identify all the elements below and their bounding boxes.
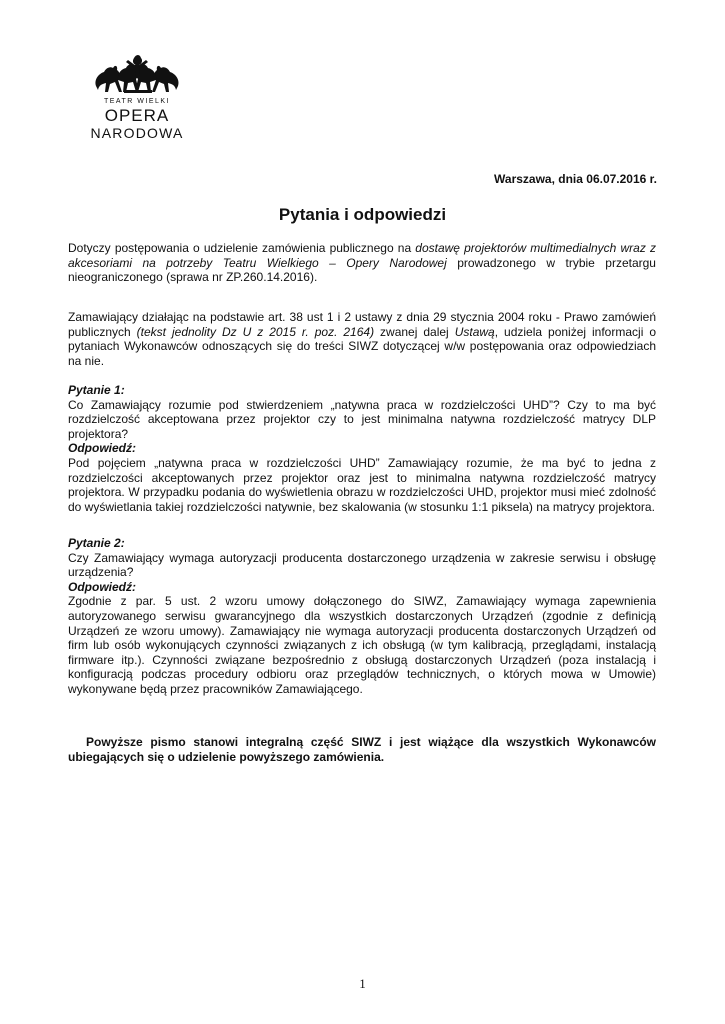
question-1-text: Co Zamawiający rozumie pod stwierdzeniem „natywna praca w rozdzielczości UHD”? Czy to ma być rozdzielczość akceptowana przez projektor czy to jest minimalna natywna rozdzielczość matrycy DLP projektora?	[68, 397, 656, 441]
opera-logo	[84, 52, 190, 144]
question-2-text: Czy Zamawiający wymaga autoryzacji producenta dostarczonego urządzenia w zakresie serwisu i obsługę urządzenia?	[68, 550, 656, 580]
legal-text-3: , udziela poniżej informacji o pytaniach Wykonawców odnoszących się do treści SIWZ dotyczącej w/w postępowania oraz odpowiedziach na nie.	[68, 324, 656, 368]
logo-text-teatr-wielki: TEATR WIELKI	[103, 98, 171, 105]
closing-text: Powyższe pismo stanowi integralną część SIWZ i jest wiążące dla wszystkich Wykonawców ubiegających się o udzielenie powyższego zamówienia.	[68, 735, 656, 764]
legal-text: Zamawiający działając na podstawie art. 38 ust 1 i 2 ustawy z dnia 29 stycznia 2004 roku - Prawo zamówień publicznych	[68, 310, 656, 339]
logo-text-opera: OPERA	[104, 106, 170, 125]
question-2-label: Pytanie 2:	[68, 536, 125, 550]
legal-text-2: zwanej dalej	[374, 324, 455, 339]
question-1-label: Pytanie 1:	[68, 383, 125, 397]
intro-subject: dostawę projektorów multimedialnych wraz z akcesoriami na potrzeby Teatru Wielkiego – Opery Narodowej	[68, 241, 656, 270]
document-date: Warszawa, dnia 06.07.2016 r.	[494, 172, 657, 186]
question-2-section	[68, 536, 656, 697]
legal-citation: (tekst jednolity Dz U z 2015 r. poz. 2164)	[136, 324, 375, 339]
answer-2-label: Odpowiedź:	[68, 579, 136, 594]
closing-paragraph	[68, 735, 656, 764]
intro-text: Dotyczy postępowania o udzielenie zamówienia publicznego na	[68, 241, 416, 255]
chariot-sculpture-icon	[88, 52, 186, 96]
document-title: Pytania i odpowiedzi	[278, 205, 447, 224]
legal-basis-paragraph	[68, 310, 656, 368]
question-1-section	[68, 383, 656, 514]
legal-term: Ustawą	[454, 324, 495, 339]
answer-1-text: Pod pojęciem „natywna praca w rozdzielczości UHD” Zamawiający rozumie, że ma być to jedna z rozdzielczości akceptowanych przez projektor oraz jest to minimalna natywna rozdzielczość matrycy projektora. W przypadku podania do wyświetlenia obrazu w rozdzielczości UHD, projektor musi mieć zdolność do wyświetlania takiej rozdzielczości natywnie, bez skalowania (w stosunku 1:1 piksela) na matrycy projektora.	[68, 455, 656, 514]
logo-text-narodowa: NARODOWA	[90, 125, 184, 141]
answer-2-text: Zgodnie z par. 5 ust. 2 wzoru umowy dołączonego do SIWZ, Zamawiający wymaga zapewnienia autoryzowanego serwisu gwarancyjnego dla wszystkich dostarczonych Urządzeń (zgodnie z definicją Urządzeń ze wzoru umowy). Zamawiający nie wymaga autoryzacji producenta dostarczonych Urządzeń od firm lub osób wykonujących czynności związanych z ich obsługą (w tym kalibracją, przeglądami, instalacją firmware itp.). Czynności związane bezpośrednio z obsługą dostarczonych Urządzeń (poza instalacją i konfiguracją podczas procedury odbioru oraz przeglądów technicznych, o których mowa w Umowie) wykonywane będą przez pracowników Zamawiającego.	[68, 594, 656, 696]
answer-1-label: Odpowiedź:	[68, 441, 136, 456]
page-number: 1	[359, 976, 366, 991]
intro-paragraph	[68, 241, 656, 285]
intro-text-end: prowadzonego w trybie przetargu nieograniczonego (sprawa nr ZP.260.14.2016).	[68, 255, 656, 285]
